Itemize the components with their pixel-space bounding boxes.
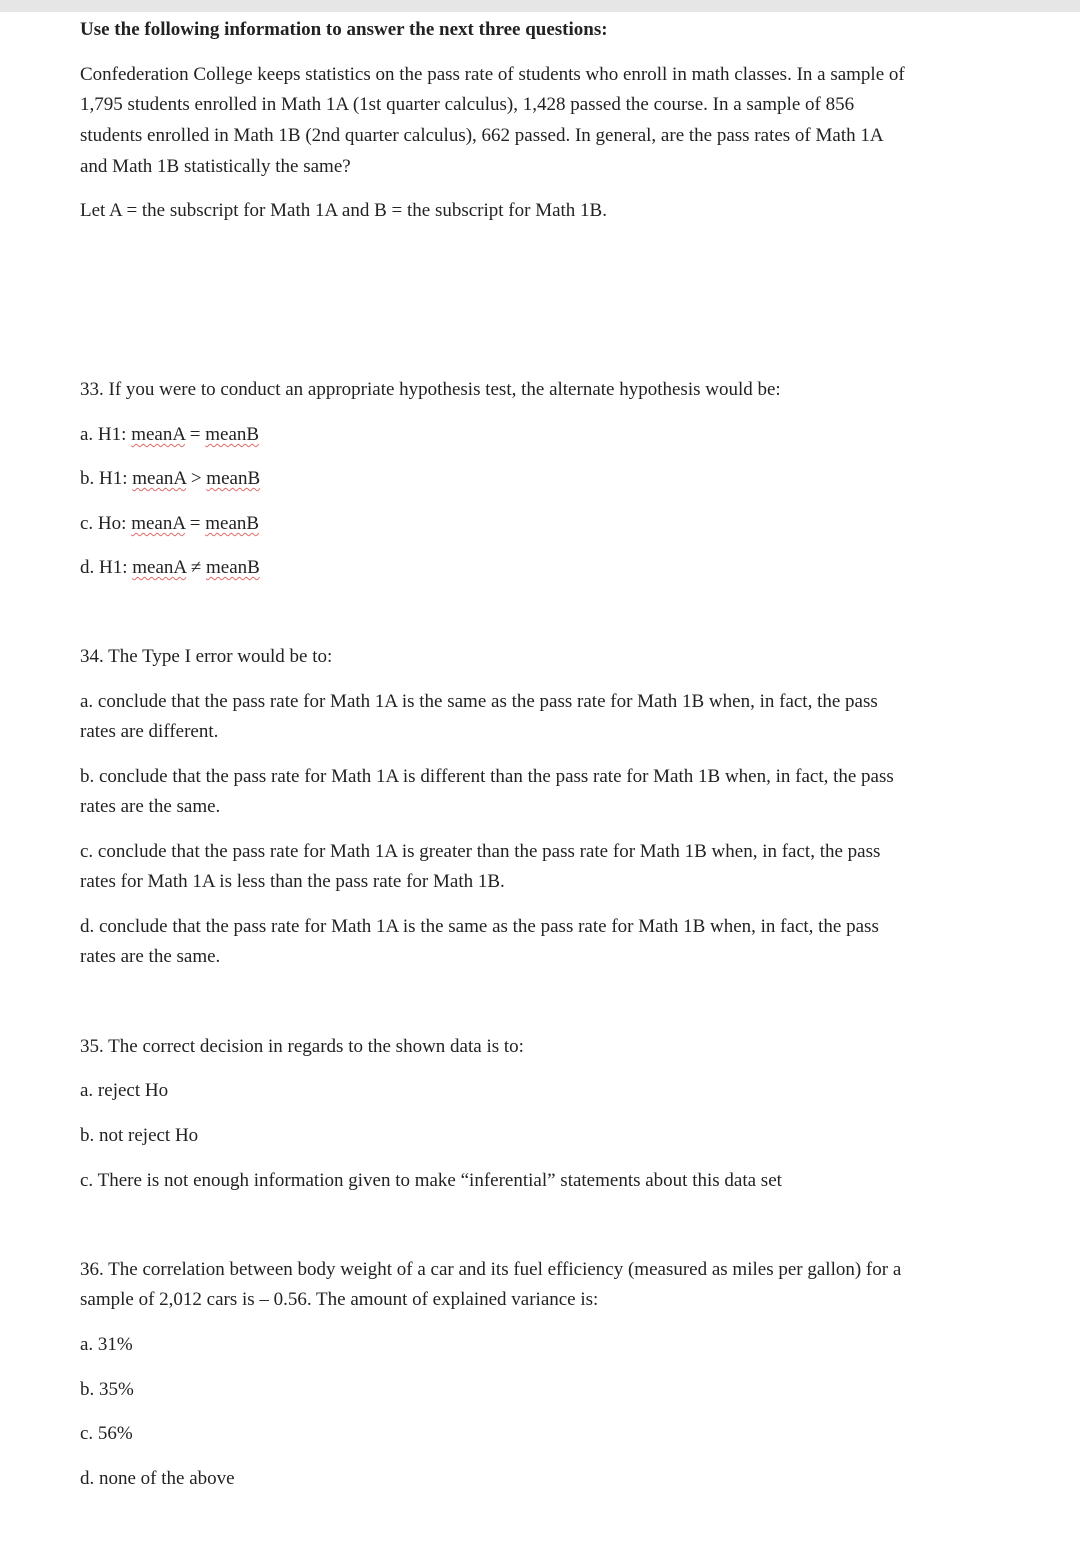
q35-option-b: b. not reject Ho — [80, 1125, 199, 1146]
q34-option-c-line2: rates for Math 1A is less than the pass rate for Math 1B. — [80, 871, 505, 892]
hypothesis-right: meanB — [205, 424, 260, 445]
intro-line-2: 1,795 students enrolled in Math 1A (1st quarter calculus), 1,428 passed the course. In a sample of 856 — [80, 94, 855, 115]
hypothesis-left: meanA — [132, 468, 187, 489]
q35-option-c: c. There is not enough information given to make “inferential” statements about this data set — [80, 1170, 782, 1191]
intro-line-3: students enrolled in Math 1B (2nd quarter calculus), 662 passed. In general, are the pass rates of Math 1A — [80, 125, 884, 146]
hypothesis-left: meanA — [132, 557, 187, 578]
q33-option-b — [80, 464, 260, 494]
hypothesis-right: meanB — [205, 513, 260, 534]
hypothesis-right: meanB — [206, 557, 260, 578]
q36-option-a: a. 31% — [80, 1334, 133, 1355]
hypothesis-operator: = — [185, 424, 206, 445]
q34-stem: 34. The Type I error would be to: — [80, 646, 333, 667]
q33-stem: 33. If you were to conduct an appropriate hypothesis test, the alternate hypothesis would be: — [80, 379, 781, 400]
q34-option-a-line2: rates are different. — [80, 721, 219, 742]
q35-stem: 35. The correct decision in regards to the shown data is to: — [80, 1036, 524, 1057]
option-prefix: b. H1: — [80, 468, 133, 489]
q34-option-a-line1: a. conclude that the pass rate for Math 1A is the same as the pass rate for Math 1B when, in fact, the pass — [80, 691, 878, 712]
q36-stem-line2: sample of 2,012 cars is – 0.56. The amount of explained variance is: — [80, 1289, 599, 1310]
top-bar — [0, 0, 1080, 12]
intro-line-1: Confederation College keeps statistics on the pass rate of students who enroll in math classes. In a sample of — [80, 64, 905, 85]
option-prefix: c. Ho: — [80, 513, 132, 534]
q36-option-d: d. none of the above — [80, 1468, 235, 1489]
subscript-note: Let A = the subscript for Math 1A and B = the subscript for Math 1B. — [80, 200, 607, 221]
hypothesis-left: meanA — [131, 513, 186, 534]
q34-option-c-line1: c. conclude that the pass rate for Math 1A is greater than the pass rate for Math 1B when, in fact, the pass — [80, 841, 881, 862]
hypothesis-operator: = — [185, 513, 206, 534]
hypothesis-right: meanB — [206, 468, 261, 489]
hypothesis-left: meanA — [131, 424, 186, 445]
q35-option-a: a. reject Ho — [80, 1080, 169, 1101]
hypothesis-operator: ≠ — [186, 557, 207, 578]
q34-option-b-line2: rates are the same. — [80, 796, 221, 817]
q36-stem-line1: 36. The correlation between body weight of a car and its fuel efficiency (measured as miles per gallon) for a — [80, 1259, 902, 1280]
q34-option-d-line1: d. conclude that the pass rate for Math 1A is the same as the pass rate for Math 1B when, in fact, the pass — [80, 916, 879, 937]
q34-option-b-line1: b. conclude that the pass rate for Math 1A is different than the pass rate for Math 1B when, in fact, the pass — [80, 766, 894, 787]
q33-option-d — [80, 553, 260, 583]
section-heading: Use the following information to answer the next three questions: — [80, 19, 608, 40]
option-prefix: d. H1: — [80, 557, 133, 578]
hypothesis-operator: > — [186, 468, 207, 489]
intro-line-4: and Math 1B statistically the same? — [80, 156, 351, 177]
q34-option-d-line2: rates are the same. — [80, 946, 221, 967]
q36-option-b: b. 35% — [80, 1379, 134, 1400]
q36-option-c: c. 56% — [80, 1423, 133, 1444]
option-prefix: a. H1: — [80, 424, 132, 445]
q33-option-a — [80, 420, 259, 450]
q33-option-c — [80, 509, 259, 539]
